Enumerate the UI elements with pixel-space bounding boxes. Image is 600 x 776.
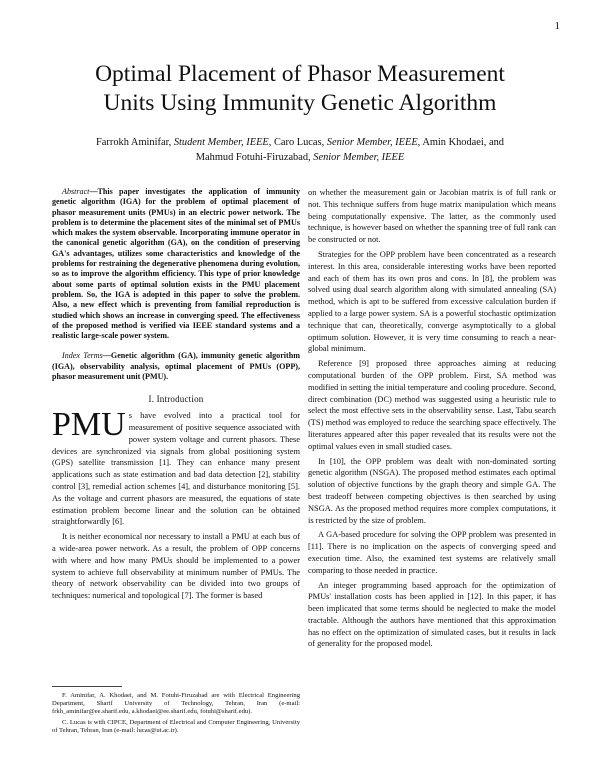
right-paragraph-1: on whether the measurement gain or Jacobian matrix is of full rank or not. This technique suffers from huge matrix manipulation which means being computationally expensive. The latter, as the commonly used technique, is however based on whether the spanning tree of full rank can be constructed or not. (308, 188, 556, 245)
abstract-text: —This paper investigates the application of immunity genetic algorithm (IGA) for the problem of optimal placement of phasor measurement units (PMUs) in an electric power network. The problem is to determine the placement sites of the minimal set of PMUs which makes the system observable. Incorporating immune operator in the canonical genetic algorithm (GA), on the condition of preserving GA's advantages, utilizes some characteristics and knowledge of the problems for restraining the degenerative phenomena during evolution, so as to improve the algorithm efficiency. This type of prior knowledge about some parts of optimal solution exists in the PMU placement problem. So, the IGA is adopted in this paper to solve the problem. Also, a new effect which is preventing from familial reproduction is studied which shows an increase in converging speed. The effectiveness of the proposed method is verified via IEEE standard systems and a realistic large-scale power system. (52, 187, 300, 341)
author-list (50, 135, 550, 165)
right-column (308, 187, 556, 650)
footnote-affiliation-2: C. Lucas is with CIPCE, Department of Electrical and Computer Engineering, University of Tehran, Tehran, Iran (e-mail: lucas@ut.ac.ir). (52, 718, 300, 734)
footnotes (52, 692, 300, 737)
left-column (52, 187, 300, 602)
author-3-name: Amin Khodaei, and (422, 137, 504, 148)
index-terms-text: —Genetic algorithm (GA), immunity genetic algorithm (IGA), observability analysis, optimal placement of PMUs (OPP), phasor measurement unit (PMU). (52, 351, 300, 382)
right-paragraph-3: Reference [9] proposed three approaches aiming at reducing computational burden of the OPP problem. First, SA method was modified in setting the initial temperature and cooling procedure. Second, direct combination (DC) method was suggested using a heuristic rule to select the most effective sets in the observability sense. Last, Tabu search (TS) method was employed to reduce the searching space effectively. The literatures appeared after this paper revealed that its results were not the optimal values even in small studied cases. (308, 359, 556, 451)
dropcap: PMU (52, 406, 126, 444)
intro-paragraph-1-text: s have evolved into a practical tool for measurement of positive sequence associated with power system voltage and current phasors. These devices are synchronized via signals from global positioning system (GPS) satellite transmission [1]. They can enhance many present applications such as state estimation and bad data detection [2], stability control [3], remedial action schemes [4], and disturbance monitoring [5]. As the voltage and current phasors are measured, the equations of state estimation problem become linear and the solution can be obtained straightforwardly [6]. (52, 411, 300, 527)
right-paragraph-4: In [10], the OPP problem was dealt with non-dominated sorting genetic algorithm (NSGA). The proposed method estimates each optimal solution of objective functions by the graph theory and simple GA. The best tradeoff between competing objectives is then searched by using NSGA. As the proposed method requires more complex computations, it is restricted by the size of problem. (308, 456, 556, 525)
author-2-role: Senior Member, IEEE, (326, 137, 421, 148)
author-4-name: Mahmud Fotuhi-Firuzabad, (195, 152, 311, 163)
right-paragraph-5: A GA-based procedure for solving the OPP problem was presented in [11]. There is no implication on the aspects of converging speed and execution time. Also, the examined test systems are relatively small comparing to those needed in practice. (308, 530, 556, 575)
paper-title (50, 60, 550, 118)
title-line-2: Units Using Immunity Genetic Algorithm (103, 90, 497, 116)
abstract (52, 187, 300, 341)
index-terms-lead: Index Terms (62, 351, 103, 361)
author-1-name: Farrokh Aminifar, (96, 137, 172, 148)
intro-paragraph-1 (52, 406, 300, 528)
right-paragraph-6: An integer programming based approach for the optimization of PMUs' installation costs has been applied in [12]. In this paper, it has been implicated that some terms should be neglected to make the model tractable. Although the authors have mentioned that this approximation has no effect on the optimization of simulated cases, but it results in lack of generality for the proposed model. (308, 580, 556, 649)
intro-paragraph-2: It is neither economical nor necessary to install a PMU at each bus of a wide-area power network. As a result, the problem of OPP concerns with where and how many PMUs should be implemented to a power system to achieve full observability at minimum number of PMUs. The theory of network observability can be divided into two groups of techniques: numerical and topological [7]. The former is based (52, 532, 300, 601)
right-paragraph-2: Strategies for the OPP problem have been concentrated as a research interest. In this area, considerable interesting works have been reported and each of them has its own pros and cons. In [8], the problem was solved using dual search algorithm along with simulated annealing (SA) method, which is apt to be suffered from excessive calculation burden if applied to a large power system. SA is a powerful stochastic optimization technique that can, theoretically, converge asymptotically to a global optimum solution. However, it is very time consuming to reach a near-global minimum. (308, 249, 556, 354)
title-line-1: Optimal Placement of Phasor Measurement (95, 61, 505, 87)
footnote-rule (52, 686, 122, 687)
page-number: 1 (554, 20, 560, 32)
author-1-role: Student Member, IEEE, (173, 137, 272, 148)
abstract-lead: Abstract (62, 187, 90, 196)
index-terms (52, 351, 300, 382)
footnote-affiliation-1: F. Aminifar, A. Khodaei, and M. Fotuhi-Firuzabad are with Electrical Engineering Department, Sharif University of Technology, Tehran, Iran (e-mail: frkh_aminifar@ee.sharif.edu, a.khodaei@ee.sharif.edu, fotuhi@sharif.edu). (52, 692, 300, 716)
author-4-role: Senior Member, IEEE (313, 152, 405, 163)
author-2-name: Caro Lucas, (273, 137, 325, 148)
section-heading-introduction: I. Introduction (148, 394, 204, 405)
